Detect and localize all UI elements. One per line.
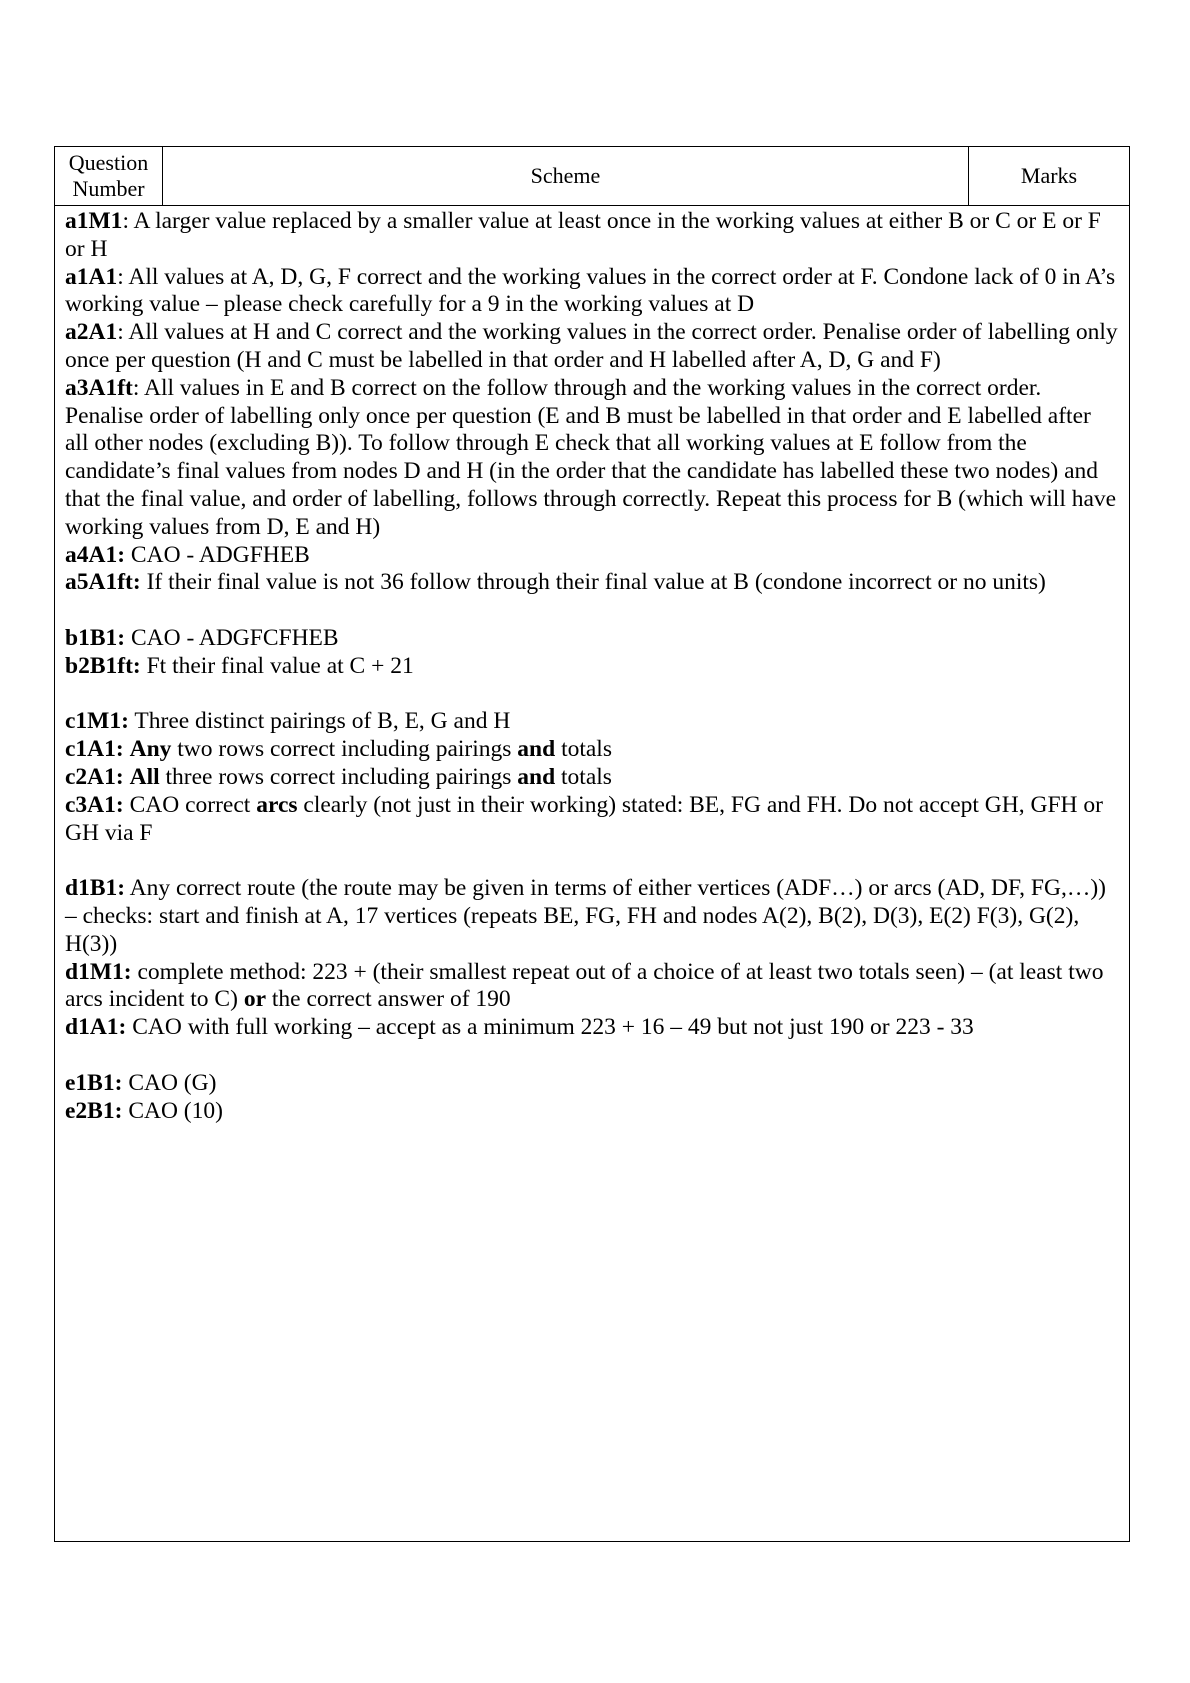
spacer [65, 847, 1119, 875]
note-a5A1ft: a5A1ft: If their final value is not 36 follow through their final value at B (condone incorrect or no units) [65, 569, 1046, 596]
note-c3A1: c3A1: CAO correct arcs clearly (not just in their working) stated: BE, FG and FH. Do not accept GH, GFH or GH via F [65, 791, 1103, 846]
note-a3A1ft: a3A1ft: All values in E and B correct on the follow through and the working values in the correct order. Penalise order of labelling only once per question (E and B must be labelled in that order and E labelled after all other nodes (excluding B)). To follow through E check that all working values at E follow from the candidate’s final values from nodes D and H (in the order that the candidate has labelled these two nodes) and that the final value, and order of labelling, follows through correctly. Repeat this process for B (which will have working values from D, E and H) [65, 374, 1117, 540]
spacer [65, 597, 1119, 625]
note-d1B1: d1B1: Any correct route (the route may be given in terms of either vertices (ADF…) or arcs (AD, DF, FG,…)) – checks: start and finish at A, 17 vertices (repeats BE, FG, FH and nodes A(2), B(2), D(3), E(2) F(3), G(2), H(3)) [65, 875, 1106, 957]
note-c2A1: c2A1: All three rows correct including pairings and totals [65, 763, 612, 790]
note-a2A1: a2A1: All values at H and C correct and the working values in the correct order. Penalise order of labelling only once per question (H and C must be labelled in that order and H labelled after A, D, G and F) [65, 319, 1118, 373]
marks-header: Marks [1020, 163, 1078, 188]
question-number-header [55, 147, 163, 205]
spacer [65, 1042, 1119, 1070]
question-number-header-line2: Number [72, 176, 145, 201]
mark-scheme-table [54, 146, 1130, 1542]
scheme-notes [55, 206, 1129, 1125]
note-b1B1: b1B1: CAO - ADGFCFHEB [65, 624, 339, 651]
note-a1A1: a1A1: All values at A, D, G, F correct and the working values in the correct order at F. Condone lack of 0 in A’s working value – please check carefully for a 9 in the working values at D [65, 263, 1116, 318]
note-a1M1: a1M1: A larger value replaced by a smaller value at least once in the working values at either B or C or E or F or H [65, 208, 1101, 262]
note-c1M1: c1M1: Three distinct pairings of B, E, G and H [65, 708, 511, 735]
spacer [65, 681, 1119, 709]
note-b2B1ft: b2B1ft: Ft their final value at C + 21 [65, 652, 414, 679]
table-header [55, 147, 1129, 206]
note-e1B1: e1B1: CAO (G) [65, 1069, 217, 1096]
note-d1M1: d1M1: complete method: 223 + (their smallest repeat out of a choice of at least two totals seen) – (at least two arcs incident to C) or the correct answer of 190 [65, 958, 1104, 1013]
note-e2B1: e2B1: CAO (10) [65, 1097, 223, 1124]
question-number-header-line1: Question [68, 150, 149, 175]
scheme-header: Scheme [163, 147, 969, 205]
note-d1A1: d1A1: CAO with full working – accept as a minimum 223 + 16 – 49 but not just 190 or 223 - 33 [65, 1014, 974, 1041]
note-c1A1: c1A1: Any two rows correct including pairings and totals [65, 736, 612, 763]
note-a4A1: a4A1: CAO - ADGFHEB [65, 541, 310, 568]
